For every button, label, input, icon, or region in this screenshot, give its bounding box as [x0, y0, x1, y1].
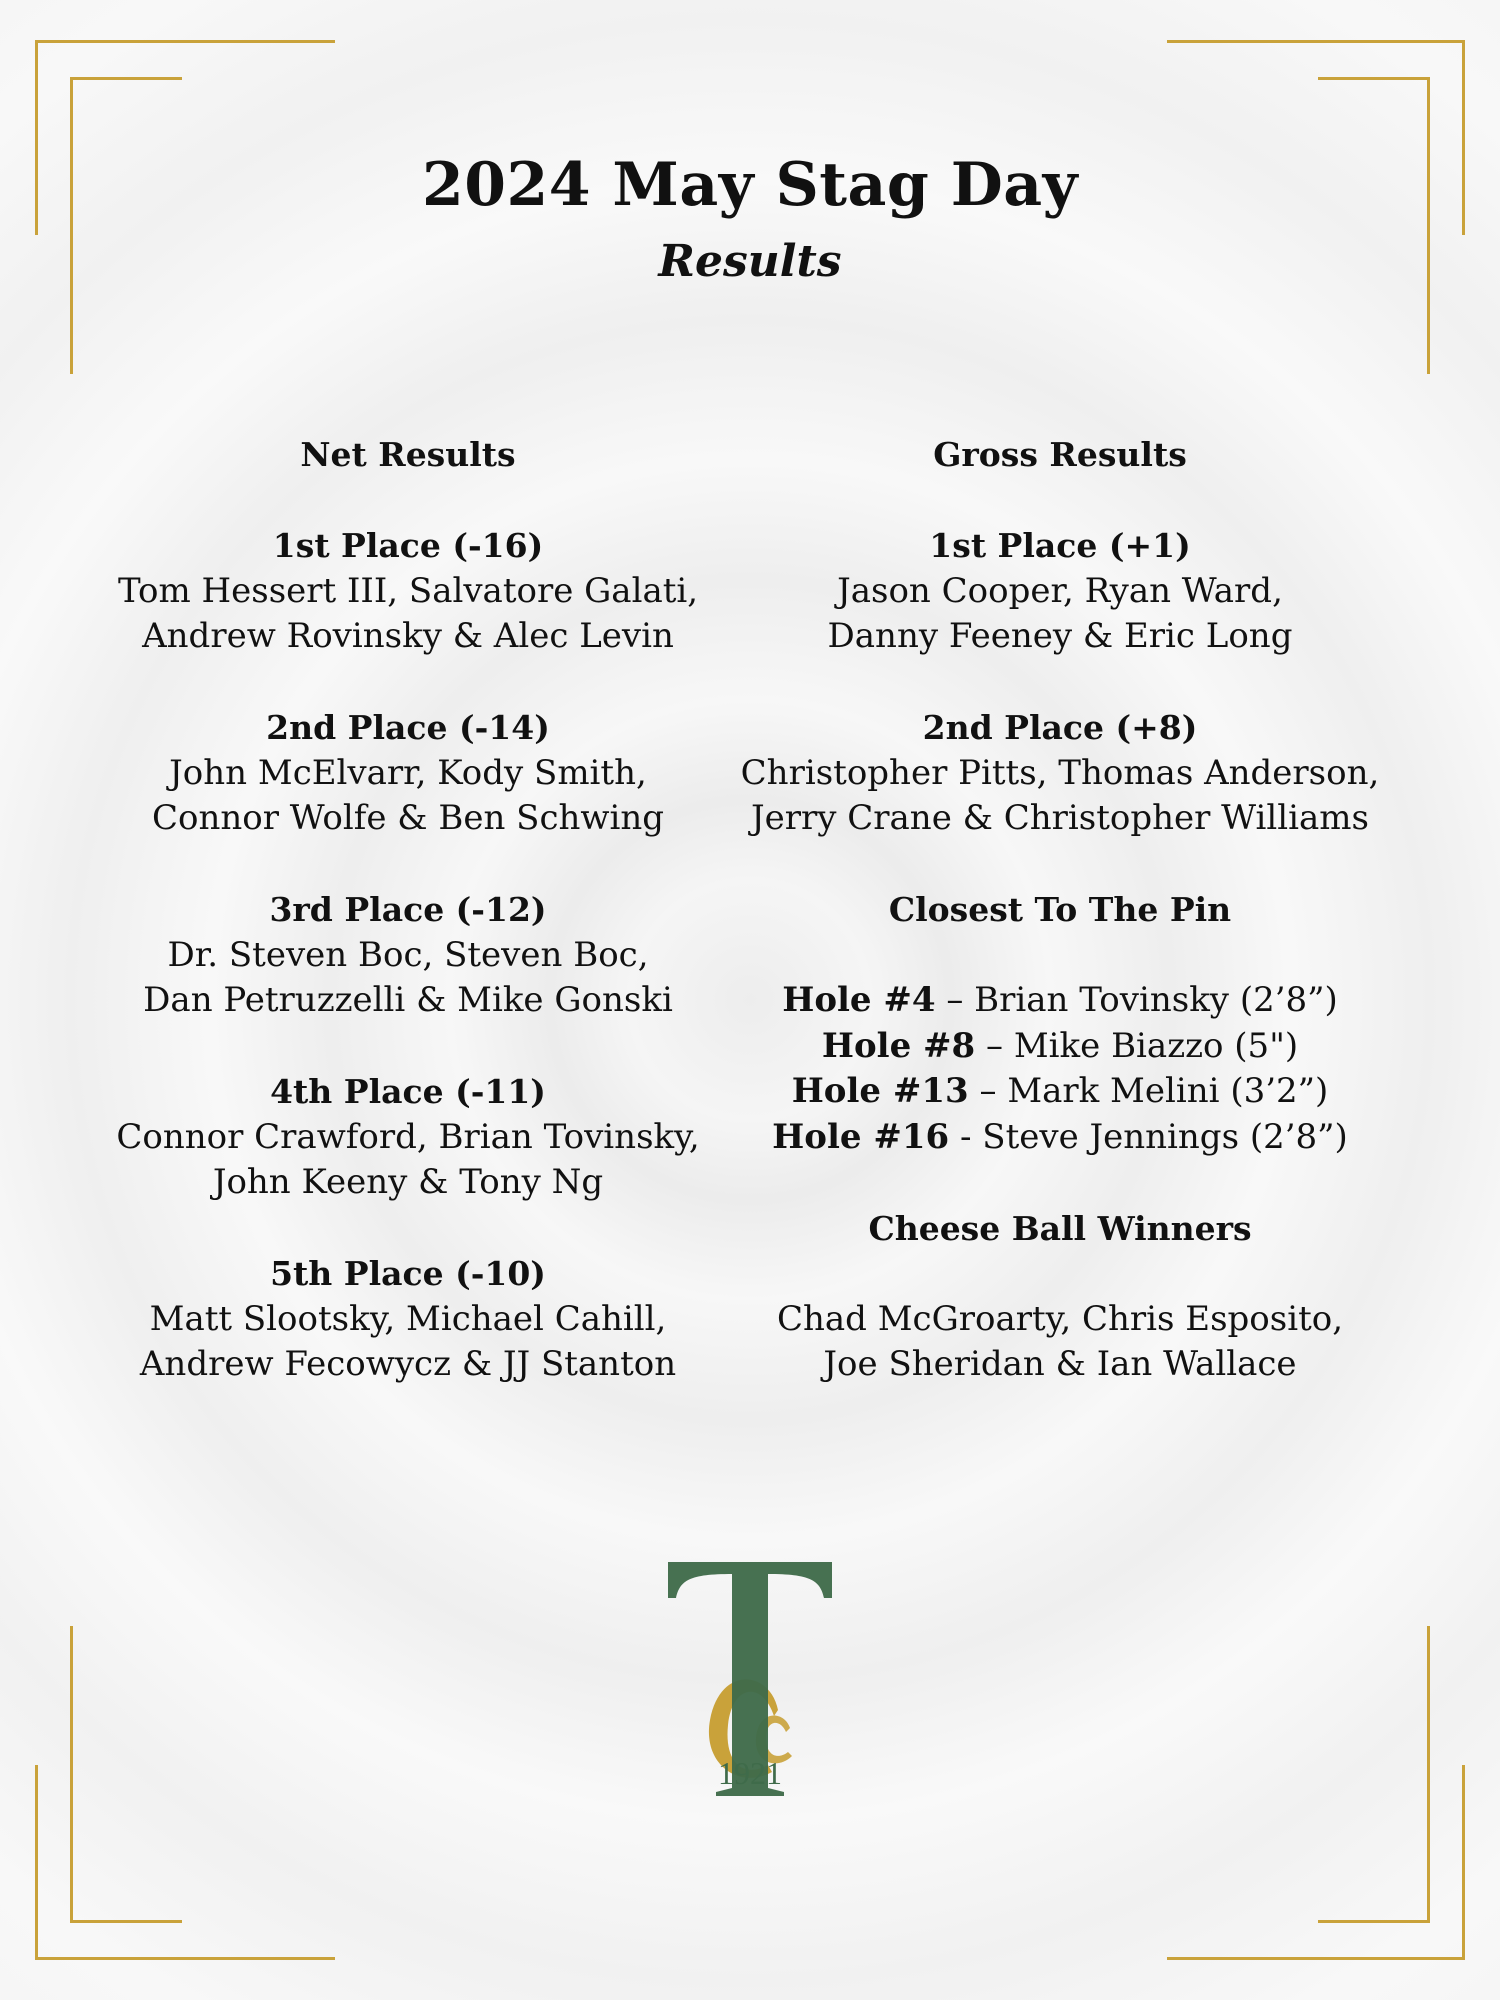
net-place-names: Tom Hessert III, Salvatore Galati,	[117, 570, 699, 611]
net-place-label: 5th Place (-10)	[270, 1254, 546, 1293]
closest-to-pin-entry	[740, 1069, 1380, 1115]
gross-place-label: 2nd Place (+8)	[922, 708, 1198, 747]
hole-separator: –	[975, 1025, 1014, 1066]
gross-place-names: Danny Feeney & Eric Long	[827, 616, 1293, 656]
closest-to-pin-entry	[740, 978, 1380, 1024]
hole-number: Hole #4	[782, 980, 936, 1020]
page-title: 2024 May Stag Day	[422, 150, 1078, 220]
hole-separator: -	[949, 1116, 983, 1157]
net-place-names: Dan Petruzzelli & Mike Gonski	[143, 980, 673, 1020]
net-place-names: Andrew Fecowycz & JJ Stanton	[139, 1344, 677, 1384]
page-subtitle: Results	[658, 236, 842, 287]
net-results-heading: Net Results	[300, 435, 516, 474]
net-place-names: John McElvarr, Kody Smith,	[169, 752, 647, 793]
logo-year: 1921	[718, 1755, 782, 1791]
hole-winner: Brian Tovinsky (2’8”)	[974, 980, 1338, 1020]
net-place-label: 3rd Place (-12)	[269, 890, 547, 929]
net-place-names: Connor Crawford, Brian Tovinsky,	[116, 1116, 700, 1157]
gross-place-names: Jerry Crane & Christopher Williams	[751, 798, 1369, 838]
net-place-names: Matt Slootsky, Michael Cahill,	[149, 1298, 667, 1339]
hole-number: Hole #8	[821, 1025, 976, 1066]
net-place-label: 2nd Place (-14)	[266, 708, 550, 747]
gross-place-names: Jason Cooper, Ryan Ward,	[837, 570, 1283, 611]
closest-to-pin-entry	[740, 1115, 1380, 1161]
hole-separator: –	[968, 1071, 1008, 1111]
gross-results-column	[740, 432, 1380, 1388]
hole-winner: Mark Melini (3’2”)	[1007, 1071, 1329, 1111]
cheese-ball-names: Chad McGroarty, Chris Esposito,	[776, 1298, 1344, 1339]
gross-results-heading: Gross Results	[933, 435, 1187, 474]
gross-place-label: 1st Place (+1)	[929, 526, 1191, 565]
cheese-ball-heading: Cheese Ball Winners	[868, 1208, 1252, 1248]
net-results-column	[108, 432, 708, 1388]
closest-to-pin-entry	[740, 1024, 1380, 1070]
net-place-names: Andrew Rovinsky & Alec Levin	[142, 616, 674, 656]
hole-winner: Mike Biazzo (5")	[1013, 1025, 1299, 1066]
hole-number: Hole #13	[791, 1071, 969, 1111]
net-place-names: Connor Wolfe & Ben Schwing	[151, 798, 665, 838]
hole-winner: Steve Jennings (2’8”)	[982, 1116, 1348, 1157]
closest-to-pin-heading: Closest To The Pin	[888, 890, 1232, 929]
net-place-names: John Keeny & Tony Ng	[212, 1162, 604, 1202]
gross-place-names: Christopher Pitts, Thomas Anderson,	[740, 752, 1380, 793]
cheese-ball-names: Joe Sheridan & Ian Wallace	[823, 1344, 1297, 1384]
net-place-label: 1st Place (-16)	[272, 526, 544, 565]
hole-number: Hole #16	[772, 1116, 950, 1157]
hole-separator: –	[935, 980, 975, 1020]
net-place-names: Dr. Steven Boc, Steven Boc,	[167, 934, 649, 975]
net-place-label: 4th Place (-11)	[270, 1072, 546, 1111]
